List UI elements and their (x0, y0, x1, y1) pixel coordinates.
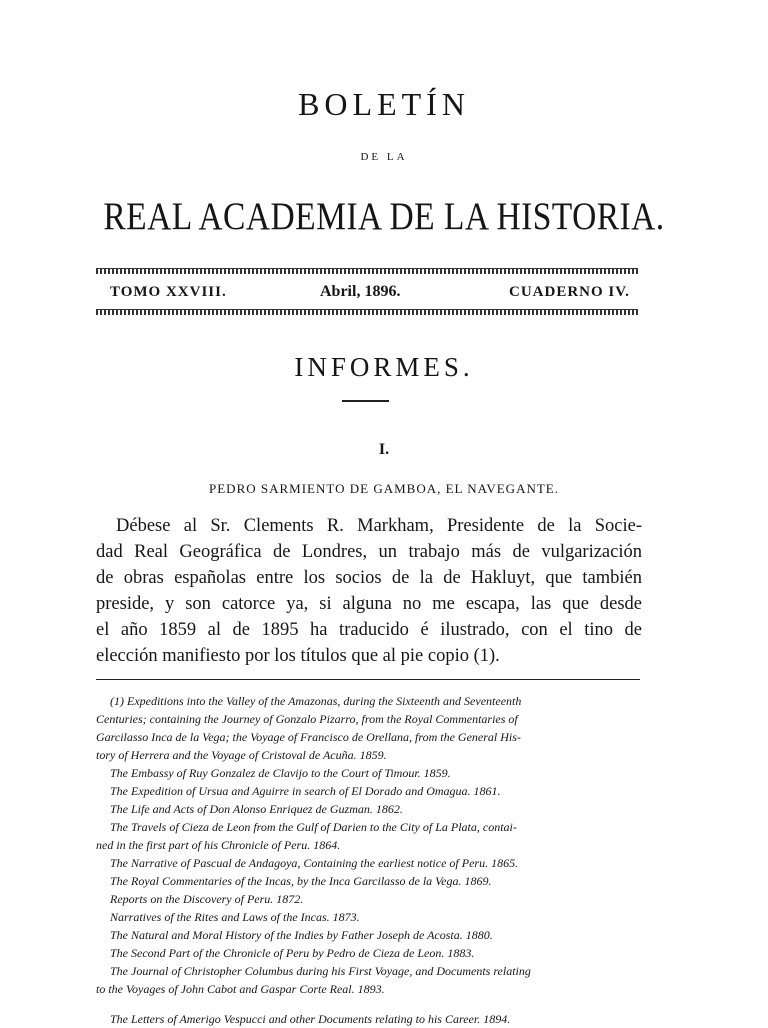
body-paragraph-line: el año 1859 al de 1895 ha traducido é ilustrado, con el tino de (96, 620, 642, 640)
footnote-separator (96, 679, 640, 680)
footnote-line: The Expedition of Ursua and Aguirre in search of El Dorado and Omagua. 1861. (110, 784, 501, 798)
footnote-line: tory of Herrera and the Voyage of Cristoval de Acuña. 1859. (96, 748, 387, 762)
wavy-rule-bottom (96, 309, 638, 315)
footnote-line: Reports on the Discovery of Peru. 1872. (110, 892, 304, 906)
footnote-line: The Life and Acts of Don Alonso Enriquez de Guzman. 1862. (110, 802, 403, 816)
footnote-line: Narratives of the Rites and Laws of the Incas. 1873. (110, 910, 360, 924)
body-paragraph-line: preside, y son catorce ya, si alguna no me escapa, las que desde (96, 594, 642, 614)
body-paragraph-line: Débese al Sr. Clements R. Markham, Presidente de la Socie- (116, 516, 642, 536)
section-divider (342, 400, 389, 402)
body-paragraph-line: de obras españolas entre los socios de la de Hakluyt, que también (96, 568, 642, 588)
footnote-line: The Second Part of the Chronicle of Peru by Pedro de Cieza de Leon. 1883. (110, 946, 475, 960)
issue-volume: TOMO XXVIII. (110, 284, 227, 300)
journal-title: BOLETÍN (298, 86, 470, 122)
journal-subtitle-de-la: DE LA (360, 151, 408, 163)
footnote-line: The Royal Commentaries of the Incas, by the Inca Garcilasso de la Vega. 1869. (110, 874, 492, 888)
section-title: INFORMES. (294, 352, 474, 382)
footnote-line: The Letters of Amerigo Vespucci and other Documents relating to his Career. 1894. (110, 1012, 511, 1026)
body-paragraph-line: dad Real Geográfica de Londres, un trabajo más de vulgarización (96, 542, 642, 562)
issue-date: Abril, 1896. (320, 283, 401, 300)
footnote-line: The Narrative of Pascual de Andagoya, Containing the earliest notice of Peru. 1865. (110, 856, 519, 870)
footnote-line: (1) Expeditions into the Valley of the Amazonas, during the Sixteenth and Seventeenth (110, 694, 522, 708)
footnote-line: Centuries; containing the Journey of Gonzalo Pizarro, from the Royal Commentaries of (96, 712, 518, 726)
journal-academy-name: REAL ACADEMIA DE LA HISTORIA. (103, 195, 665, 238)
footnote-line: The Journal of Christopher Columbus during his First Voyage, and Documents relating (110, 964, 531, 978)
report-number: I. (378, 441, 390, 458)
footnote-line: Garcilasso Inca de la Vega; the Voyage of Francisco de Orellana, from the General His- (96, 730, 521, 744)
footnote-line: The Natural and Moral History of the Indies by Father Joseph de Acosta. 1880. (110, 928, 493, 942)
footnote-line: The Embassy of Ruy Gonzalez de Clavijo to the Court of Timour. 1859. (110, 766, 451, 780)
article-title: PEDRO SARMIENTO DE GAMBOA, EL NAVEGANTE. (209, 481, 559, 496)
footnote-line: The Travels of Cieza de Leon from the Gulf of Darien to the City of La Plata, contai- (110, 820, 517, 834)
footnote-line: ned in the first part of his Chronicle of Peru. 1864. (96, 838, 341, 852)
footnote-line: to the Voyages of John Cabot and Gaspar Corte Real. 1893. (96, 982, 385, 996)
issue-number: CUADERNO IV. (509, 284, 630, 300)
wavy-rule-top (96, 268, 638, 274)
body-paragraph-line: elección manifiesto por los títulos que al pie copio (1). (96, 646, 500, 666)
